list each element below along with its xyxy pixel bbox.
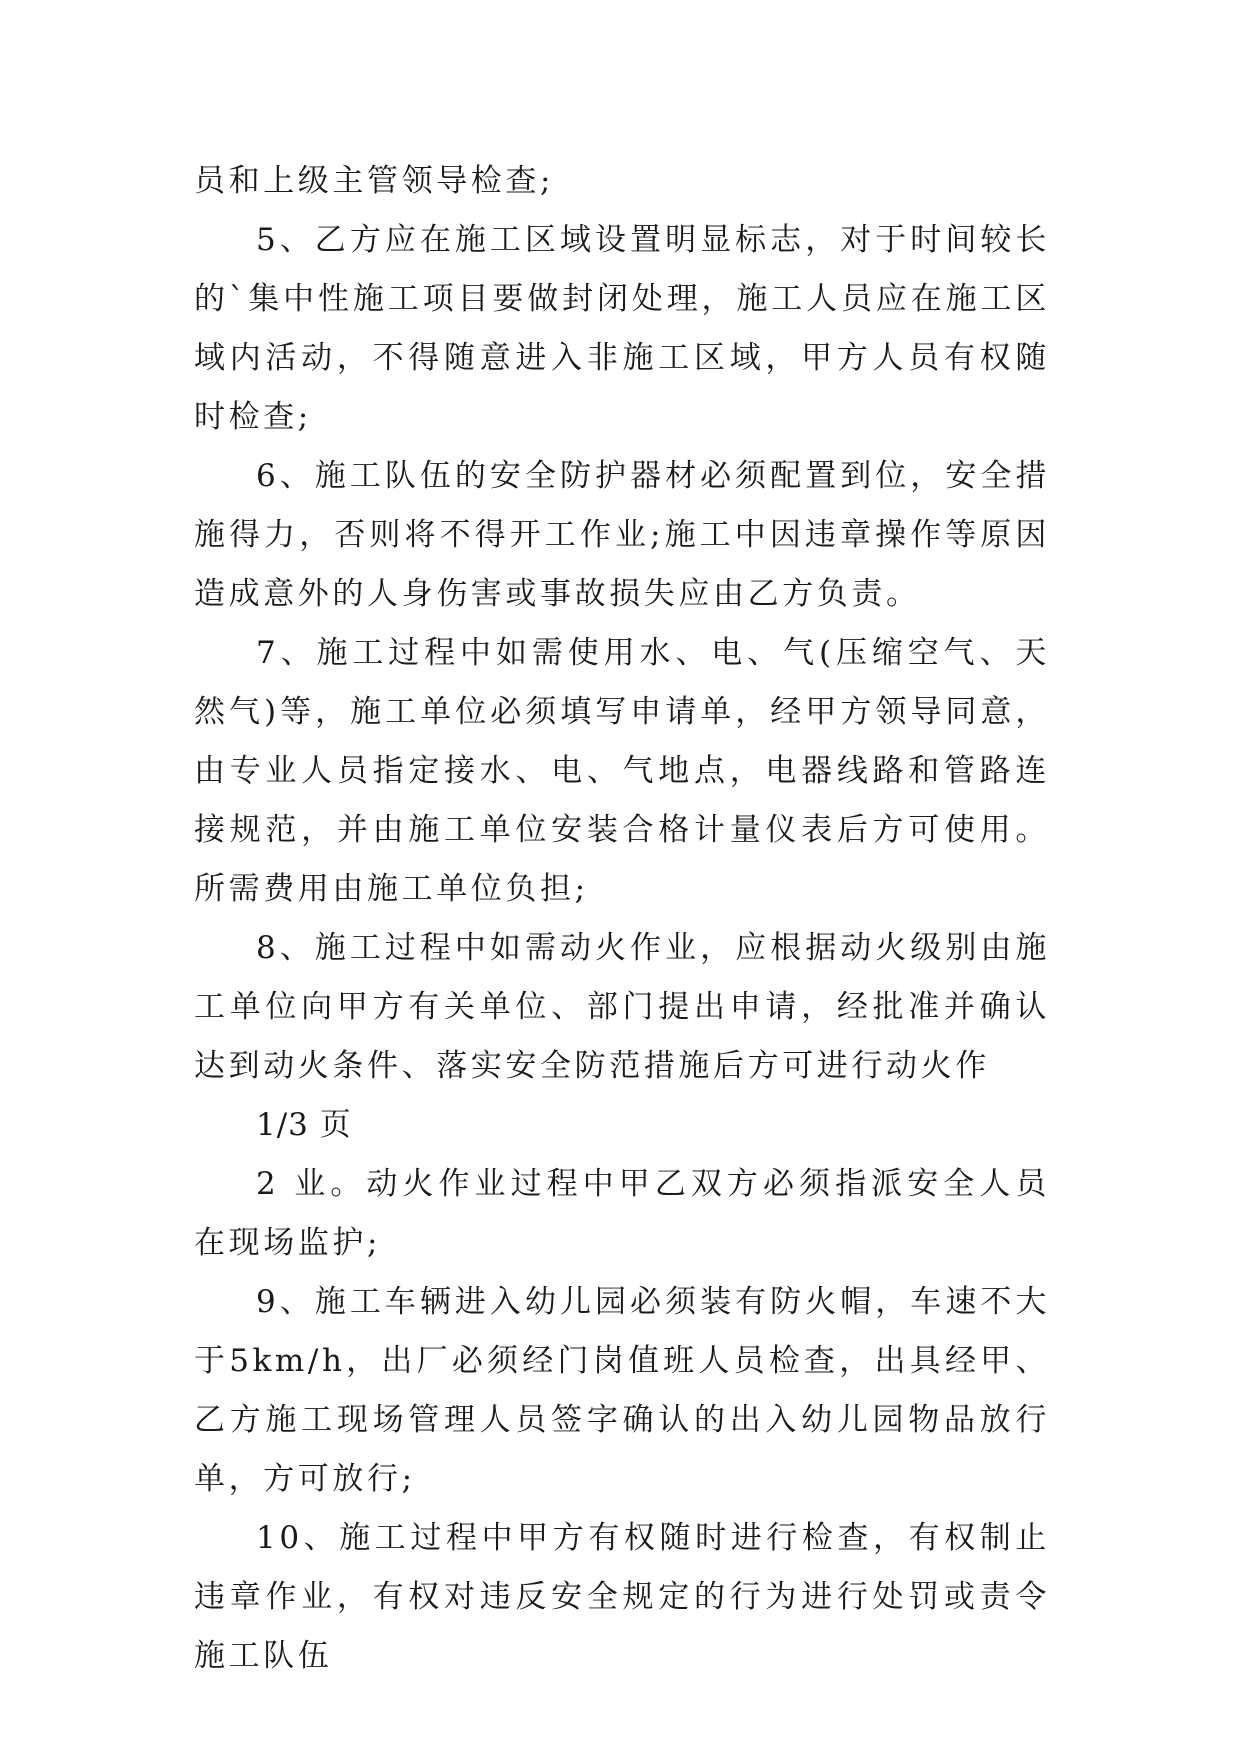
paragraph-item-7: 7、施工过程中如需使用水、电、气(压缩空气、天然气)等，施工单位必须填写申请单，经甲方领导同意，由专业人员指定接水、电、气地点，电器线路和管路连接规范，并由施工单位安装合格计量仪表后方可使用。所需费用由施工单位负担;	[194, 635, 1050, 907]
paragraph-item-8-continued: 2 业。动火作业过程中甲乙双方必须指派安全人员在现场监护;	[194, 1166, 1050, 1261]
paragraph-item-8: 8、施工过程中如需动火作业，应根据动火级别由施工单位向甲方有关单位、部门提出申请，经批准并确认达到动火条件、落实安全防范措施后方可进行动火作	[194, 930, 1050, 1084]
paragraph-item-5: 5、乙方应在施工区域设置明显标志，对于时间较长的`集中性施工项目要做封闭处理，施工人员应在施工区域内活动，不得随意进入非施工区域，甲方人员有权随时检查;	[194, 222, 1050, 435]
paragraph-item-6: 6、施工队伍的安全防护器材必须配置到位，安全措施得力，否则将不得开工作业;施工中因违章操作等原因造成意外的人身伤害或事故损失应由乙方负责。	[194, 458, 1050, 612]
paragraph-item-9: 9、施工车辆进入幼儿园必须装有防火帽，车速不大于5km/h，出厂必须经门岗值班人员检查，出具经甲、乙方施工现场管理人员签字确认的出入幼儿园物品放行单，方可放行;	[194, 1284, 1050, 1497]
document-body	[194, 152, 1050, 1686]
paragraph-continuation: 员和上级主管领导检查;	[194, 163, 555, 199]
paragraph-item-10: 10、施工过程中甲方有权随时进行检查，有权制止违章作业，有权对违反安全规定的行为进行处罚或责令施工队伍	[194, 1520, 1050, 1674]
page-number: 1/3 页	[256, 1107, 352, 1143]
